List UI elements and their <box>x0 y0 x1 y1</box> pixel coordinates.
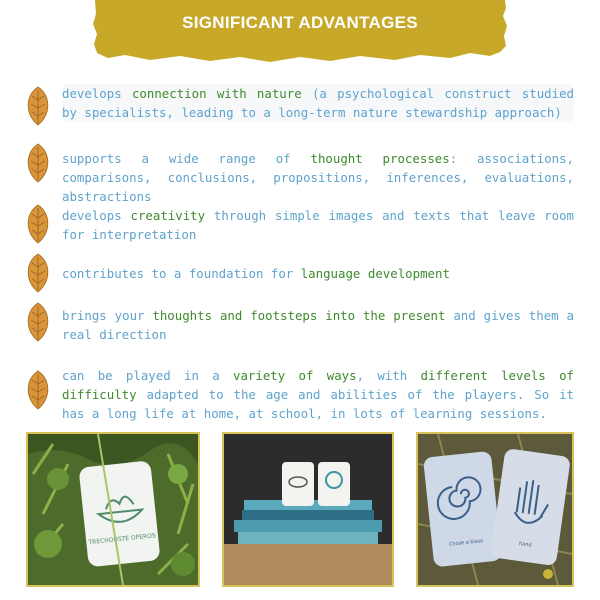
body-text: adapted to the age and abilities of the players. So it has a long life at home, at school, in lots of learning sessions. <box>62 387 574 421</box>
advantage-text <box>62 149 574 206</box>
leaf-icon <box>24 302 52 342</box>
header-banner <box>0 0 600 70</box>
advantage-text <box>62 306 574 344</box>
photo-cards-on-ground <box>416 432 574 587</box>
highlight-text: thought processes <box>310 151 450 166</box>
body-text: through simple images and texts that leave room for interpretation <box>62 208 574 242</box>
photo-card-in-grass <box>26 432 200 587</box>
body-text: and gives them a real direction <box>62 308 574 342</box>
body-text: contributes to a foundation for <box>62 266 301 281</box>
leaf-icon <box>24 86 52 126</box>
right-card-right-text: hand <box>518 540 532 549</box>
leaf-icon <box>24 370 52 410</box>
body-text: develops <box>62 208 131 223</box>
body-text: , with <box>356 368 421 383</box>
advantage-text <box>62 366 574 423</box>
highlight-text: creativity <box>130 208 206 223</box>
body-text: supports a wide range of <box>62 151 311 166</box>
highlight-text: thoughts and footsteps into the present <box>152 308 446 323</box>
banner-shape <box>0 0 600 70</box>
advantage-text <box>62 84 574 122</box>
leaf-icon <box>24 143 52 183</box>
body-text: can be played in a <box>62 368 233 383</box>
photo-cards-on-books <box>222 432 394 587</box>
leaf-icon <box>24 253 52 293</box>
body-text: (a psychological construct studied by specialists, leading to a long-term nature stewardship approach) <box>62 86 575 120</box>
page-title: SIGNIFICANT ADVANTAGES <box>182 13 418 32</box>
right-card-left-text: Chose a bisso <box>448 538 484 548</box>
highlight-text: variety of ways <box>233 368 357 383</box>
body-text: brings your <box>62 308 153 323</box>
leaf-icon <box>24 204 52 244</box>
advantage-text <box>62 206 574 244</box>
body-text: : associations, comparisons, conclusions, propositions, inferences, evaluations, abstractions <box>62 151 574 204</box>
highlight-text: language development <box>300 266 450 281</box>
highlight-text: different levels of difficulty <box>62 368 574 402</box>
left-card-text: TRECHOUSTE OPEROS <box>88 532 157 547</box>
advantage-text <box>62 264 574 283</box>
body-text: develops <box>62 86 132 101</box>
highlight-text: connection with nature <box>131 86 302 101</box>
